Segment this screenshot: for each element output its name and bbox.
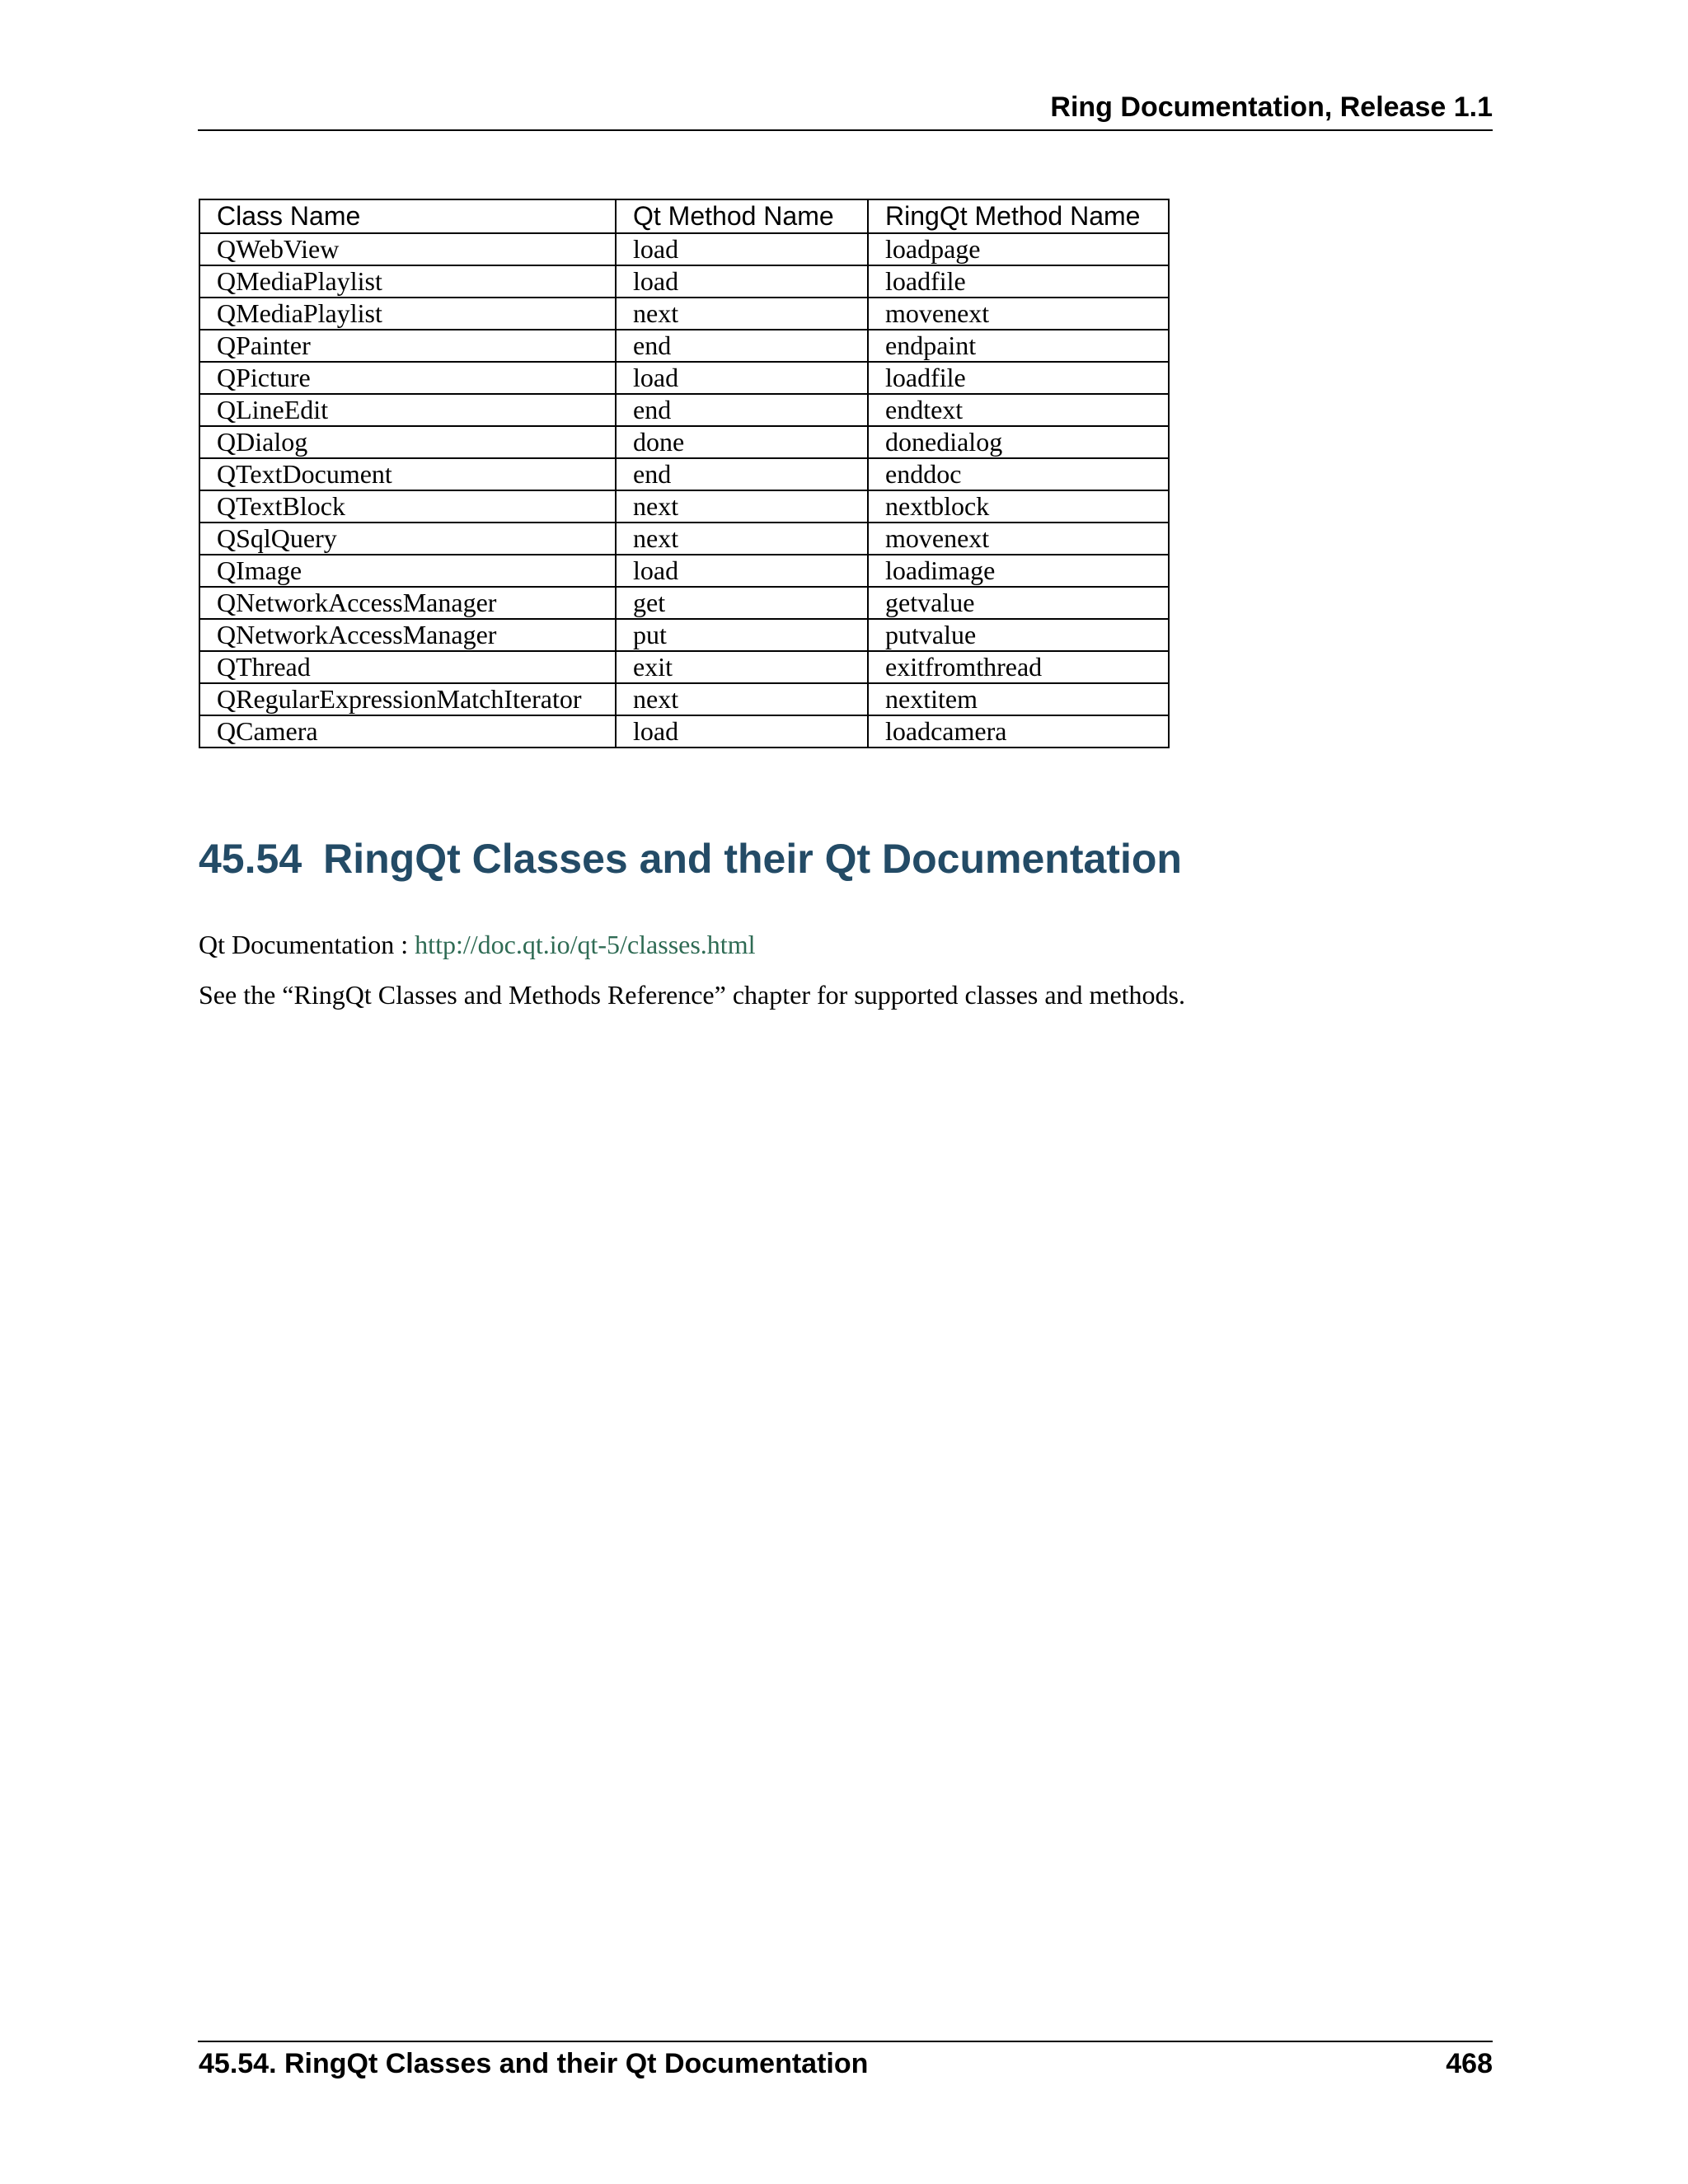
cell-qt-method: load	[616, 555, 868, 587]
cell-ringqt-method: loadfile	[868, 265, 1169, 298]
see-reference-paragraph: See the “RingQt Classes and Methods Reference” chapter for supported classes and methods.	[199, 980, 1185, 1010]
cell-qt-method: next	[616, 523, 868, 555]
table-row	[199, 651, 1169, 683]
cell-ringqt-method: putvalue	[868, 619, 1169, 651]
table-header-row	[199, 199, 1169, 233]
cell-ringqt-method: loadpage	[868, 233, 1169, 265]
cell-class-name: QCamera	[199, 715, 616, 748]
column-header-qt-method: Qt Method Name	[616, 199, 868, 233]
cell-class-name: QRegularExpressionMatchIterator	[199, 683, 616, 715]
cell-class-name: QThread	[199, 651, 616, 683]
cell-ringqt-method: nextitem	[868, 683, 1169, 715]
cell-qt-method: end	[616, 394, 868, 426]
table-row	[199, 458, 1169, 490]
table-row	[199, 426, 1169, 458]
cell-qt-method: load	[616, 233, 868, 265]
section-number: 45.54	[199, 836, 302, 882]
cell-class-name: QNetworkAccessManager	[199, 587, 616, 619]
column-header-ringqt-method: RingQt Method Name	[868, 199, 1169, 233]
cell-ringqt-method: endpaint	[868, 330, 1169, 362]
doc-label: Qt Documentation :	[199, 930, 415, 959]
cell-qt-method: next	[616, 298, 868, 330]
table-row	[199, 683, 1169, 715]
cell-ringqt-method: enddoc	[868, 458, 1169, 490]
table-row	[199, 587, 1169, 619]
page-number: 468	[1446, 2048, 1493, 2079]
cell-ringqt-method: loadfile	[868, 362, 1169, 394]
cell-class-name: QWebView	[199, 233, 616, 265]
table-row	[199, 330, 1169, 362]
table-row	[199, 394, 1169, 426]
cell-qt-method: end	[616, 330, 868, 362]
cell-ringqt-method: loadcamera	[868, 715, 1169, 748]
table-row	[199, 490, 1169, 523]
cell-class-name: QMediaPlaylist	[199, 265, 616, 298]
cell-class-name: QPainter	[199, 330, 616, 362]
cell-class-name: QLineEdit	[199, 394, 616, 426]
cell-class-name: QImage	[199, 555, 616, 587]
cell-qt-method: next	[616, 683, 868, 715]
cell-class-name: QPicture	[199, 362, 616, 394]
cell-class-name: QNetworkAccessManager	[199, 619, 616, 651]
cell-class-name: QTextDocument	[199, 458, 616, 490]
table-row	[199, 233, 1169, 265]
cell-ringqt-method: endtext	[868, 394, 1169, 426]
cell-qt-method: load	[616, 362, 868, 394]
cell-qt-method: done	[616, 426, 868, 458]
cell-qt-method: put	[616, 619, 868, 651]
method-name-table	[199, 199, 1170, 748]
footer-rule	[198, 2041, 1493, 2042]
qt-documentation-paragraph	[199, 930, 755, 960]
table-row	[199, 265, 1169, 298]
cell-qt-method: get	[616, 587, 868, 619]
cell-ringqt-method: loadimage	[868, 555, 1169, 587]
cell-qt-method: end	[616, 458, 868, 490]
header-rule	[198, 129, 1493, 131]
qt-classes-link[interactable]: http://doc.qt.io/qt-5/classes.html	[415, 930, 756, 959]
cell-class-name: QTextBlock	[199, 490, 616, 523]
cell-ringqt-method: movenext	[868, 523, 1169, 555]
running-header-title: Ring Documentation, Release 1.1	[1050, 91, 1493, 123]
table-row	[199, 298, 1169, 330]
section-title: RingQt Classes and their Qt Documentation	[323, 836, 1182, 882]
table-row	[199, 523, 1169, 555]
cell-class-name: QDialog	[199, 426, 616, 458]
column-header-class-name: Class Name	[199, 199, 616, 233]
table-row	[199, 362, 1169, 394]
cell-ringqt-method: movenext	[868, 298, 1169, 330]
cell-ringqt-method: getvalue	[868, 587, 1169, 619]
footer-section-label: 45.54. RingQt Classes and their Qt Documentation	[199, 2048, 869, 2079]
table-row	[199, 555, 1169, 587]
cell-ringqt-method: nextblock	[868, 490, 1169, 523]
cell-ringqt-method: exitfromthread	[868, 651, 1169, 683]
cell-qt-method: load	[616, 715, 868, 748]
table-row	[199, 715, 1169, 748]
section-heading	[199, 835, 1182, 883]
cell-qt-method: exit	[616, 651, 868, 683]
cell-class-name: QSqlQuery	[199, 523, 616, 555]
cell-qt-method: load	[616, 265, 868, 298]
table-row	[199, 619, 1169, 651]
cell-class-name: QMediaPlaylist	[199, 298, 616, 330]
table-body	[199, 233, 1169, 748]
cell-ringqt-method: donedialog	[868, 426, 1169, 458]
cell-qt-method: next	[616, 490, 868, 523]
